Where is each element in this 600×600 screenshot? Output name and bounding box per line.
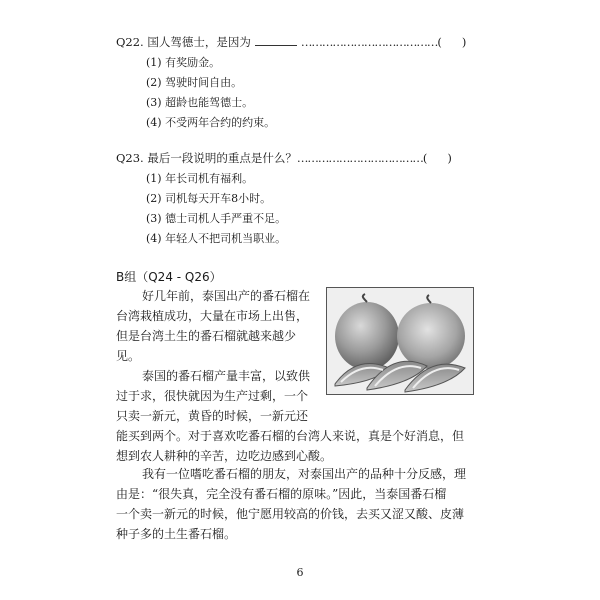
passage-line: 台湾栽植成功，大量在市场上出售，: [116, 309, 309, 323]
question-q23: [116, 150, 451, 166]
passage-paragraph-3: [116, 464, 466, 544]
guava-illustration: [327, 288, 473, 394]
q23-option-2: (2) 司机每天开车8小时。: [146, 192, 272, 205]
passage-line: 见。: [116, 349, 141, 363]
passage-line: 但是台湾土生的番石榴就越来越少: [116, 329, 297, 343]
q22-answer-dots: …………………………………( ): [300, 35, 466, 49]
section-b-heading: B组（Q24 - Q26）: [116, 270, 222, 284]
q23-option-3: (3) 德士司机人手严重不足。: [146, 212, 287, 225]
passage-line: 只卖一新元，黄昏的时候，一新元还: [116, 409, 309, 423]
q23-option-1: (1) 年长司机有福利。: [146, 172, 254, 185]
passage-line: 过于求，很快就因为生产过剩，一个: [116, 389, 309, 403]
passage-line: 想到农人耕种的辛苦，边吃边感到心酸。: [116, 449, 333, 463]
passage-line: 种子多的土生番石榴。: [116, 527, 237, 541]
q22-answer-blank[interactable]: [255, 35, 297, 46]
q22-option-3: (3) 超龄也能驾德士。: [146, 96, 254, 109]
q22-option-1: (1) 有奖励金。: [146, 56, 221, 69]
passage-paragraph-1: [116, 286, 310, 366]
q23-stem: Q23. 最后一段说明的重点是什么？: [116, 151, 297, 165]
q22-stem: Q22. 国人驾德士，是因为: [116, 35, 251, 49]
q22-option-2: (2) 驾驶时间自由。: [146, 76, 243, 89]
guava-photo: [326, 287, 474, 395]
question-q22: [116, 34, 465, 50]
passage-line: 我有一位嗜吃番石榴的朋友，对泰国出产的品种十分反感，理: [142, 467, 467, 481]
page-number: 6: [296, 566, 304, 579]
passage-line: 由是：“很失真，完全没有番石榴的原味。”因此，当泰国番石榴: [116, 487, 447, 501]
q23-answer-dots: ………………………………( ): [296, 151, 451, 165]
passage-line: 好几年前，泰国出产的番石榴在: [142, 289, 311, 303]
passage-line: 泰国的番石榴产量丰富，以致供: [142, 369, 311, 383]
passage-line: 能买到两个。对于喜欢吃番石榴的台湾人来说，真是个好消息，但: [116, 429, 465, 443]
q22-option-4: (4) 不受两年合约的约束。: [146, 116, 276, 129]
passage-line: 一个卖一新元的时候，他宁愿用较高的价钱，去买又涩又酸、皮薄: [116, 507, 465, 521]
q23-option-4: (4) 年轻人不把司机当职业。: [146, 232, 287, 245]
